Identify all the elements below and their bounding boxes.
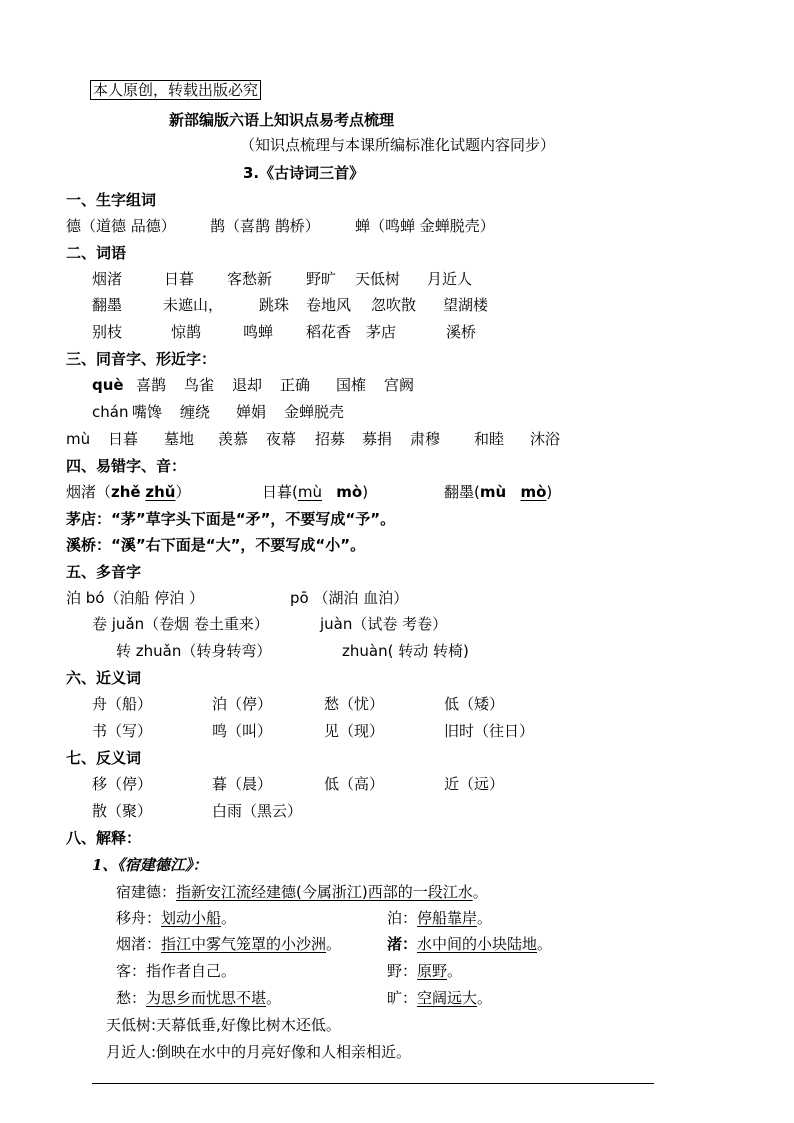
homophone-word: 沐浴 <box>530 430 561 448</box>
vocab-word: 鸣蝉 <box>243 323 274 341</box>
poem-subheading: 1、《宿建德江》： <box>92 856 208 874</box>
section-heading-1: 一、生字组词 <box>66 191 157 209</box>
word-group: 蝉（鸣蝉 金蝉脱壳） <box>355 217 495 235</box>
synonym-pair: 愁（忧） <box>324 695 385 713</box>
vocab-word: 月近人 <box>427 270 473 288</box>
vocab-word: 茅店 <box>366 323 397 341</box>
error-item-yanzhu: 烟渚（zhě zhǔ） <box>66 483 191 501</box>
vocab-word: 跳珠 <box>259 296 290 314</box>
vocab-word: 日暮 <box>164 270 195 288</box>
homophone-word: 和睦 <box>474 430 505 448</box>
explanation-item: 渚：水中间的小块陆地。 <box>387 935 553 953</box>
section-heading-7: 七、反义词 <box>66 749 142 767</box>
synonym-pair: 舟（船） <box>92 695 153 713</box>
doc-subtitle: （知识点梳理与本课所编标准化试题内容同步） <box>240 136 556 154</box>
antonym-pair: 移（停） <box>92 775 153 793</box>
vocab-word: 卷地风 <box>306 296 352 314</box>
polyphone-reading: zhuàn( 转动 转椅) <box>342 642 469 660</box>
synonym-pair: 见（现） <box>324 722 385 740</box>
homophone-word: 肃穆 <box>410 430 441 448</box>
explanation-item: 天低树:天幕低垂,好像比树木还低。 <box>106 1016 341 1034</box>
spelling-rule: 茅店：“茅”草字头下面是“矛”，不要写成“予”。 <box>66 510 396 528</box>
synonym-pair: 书（写） <box>92 722 153 740</box>
word-group: 鹊（喜鹊 鹊桥） <box>210 217 320 235</box>
footer-divider <box>92 1083 654 1084</box>
antonym-pair: 近（远） <box>444 775 505 793</box>
vocab-word: 溪桥 <box>446 323 477 341</box>
homophone-word: 日暮 <box>108 430 139 448</box>
section-heading-6: 六、近义词 <box>66 669 142 687</box>
vocab-word: 别枝 <box>92 323 123 341</box>
explanation-item: 移舟：划动小船。 <box>116 909 237 927</box>
vocab-word: 翻墨 <box>92 296 123 314</box>
section-heading-2: 二、词语 <box>66 244 127 262</box>
vocab-word: 未遮山， <box>163 296 224 314</box>
antonym-pair: 暮（晨） <box>212 775 273 793</box>
lesson-title: 3.《古诗词三首》 <box>243 164 365 182</box>
homophone-word: 招募 <box>315 430 346 448</box>
error-item-fanmo: 翻墨(mù mò) <box>444 483 553 501</box>
polyphone-reading: pō （湖泊 血泊） <box>290 589 409 607</box>
vocab-word: 稻花香 <box>306 323 352 341</box>
antonym-pair: 低（高） <box>324 775 385 793</box>
spelling-rule: 溪桥：“溪”右下面是“大”，不要写成“小”。 <box>66 536 366 554</box>
homophone-word: 夜幕 <box>266 430 297 448</box>
vocab-word: 惊鹊 <box>171 323 202 341</box>
homophone-word: 鸟雀 <box>184 376 215 394</box>
section-heading-8: 八、解释： <box>66 829 142 847</box>
error-item-rimu: 日暮(mù mò) <box>262 483 369 501</box>
copyright-notice: 本人原创，转载出版必究 <box>90 80 261 100</box>
homophone-word: 羡慕 <box>218 430 249 448</box>
homophone-word: 募捐 <box>362 430 393 448</box>
word-group: 德（道德 品德） <box>66 217 176 235</box>
vocab-word: 野旷 <box>306 270 337 288</box>
polyphone-reading: 卷 juǎn（卷烟 卷土重来） <box>92 615 269 633</box>
homophone-word: 金蝉脱壳 <box>284 403 345 421</box>
explanation-item: 愁：为思乡而忧思不堪。 <box>116 989 282 1007</box>
synonym-pair: 泊（停） <box>212 695 273 713</box>
explanation-item: 月近人:倒映在水中的月亮好像和人相亲相近。 <box>106 1043 412 1061</box>
explanation-item: 客：指作者自己。 <box>116 962 237 980</box>
polyphone-reading: 泊 bó（泊船 停泊 ） <box>66 589 205 607</box>
synonym-pair: 旧时（往日） <box>444 722 535 740</box>
homophone-word: 国榷 <box>336 376 367 394</box>
antonym-pair: 散（聚） <box>92 802 153 820</box>
homophone-word: 墓地 <box>164 430 195 448</box>
polyphone-reading: 转 zhuǎn（转身转弯） <box>116 642 272 660</box>
pinyin: mù <box>66 430 91 448</box>
polyphone-reading: juàn（试卷 考卷） <box>320 615 448 633</box>
section-heading-4: 四、易错字、音： <box>66 457 187 475</box>
section-heading-5: 五、多音字 <box>66 563 142 581</box>
vocab-word: 烟渚 <box>92 270 123 288</box>
pinyin: què <box>92 376 124 394</box>
explanation-item: 泊：停船靠岸。 <box>387 909 493 927</box>
explanation-item: 野：原野。 <box>387 962 463 980</box>
synonym-pair: 低（矮） <box>444 695 505 713</box>
vocab-word: 忽吹散 <box>371 296 417 314</box>
explanation-item: 旷：空阔远大。 <box>387 989 493 1007</box>
homophone-word: 婵娟 <box>236 403 267 421</box>
homophone-word: 退却 <box>232 376 263 394</box>
vocab-word: 望湖楼 <box>443 296 489 314</box>
homophone-word: 缠绕 <box>180 403 211 421</box>
section-heading-3: 三、同音字、形近字： <box>66 350 217 368</box>
explanation-item: 烟渚：指江中雾气笼罩的小沙洲。 <box>116 935 342 953</box>
doc-title: 新部编版六语上知识点易考点梳理 <box>169 111 395 129</box>
synonym-pair: 鸣（叫） <box>212 722 273 740</box>
explanation-item: 宿建德：指新安江流经建德(今属浙江)西部的一段江水。 <box>116 883 488 901</box>
antonym-pair: 白雨（黑云） <box>212 802 303 820</box>
homophone-word: 宫阙 <box>384 376 415 394</box>
homophone-word: 正确 <box>280 376 311 394</box>
pinyin: chán <box>92 403 129 421</box>
homophone-word: 喜鹊 <box>136 376 167 394</box>
vocab-word: 天低树 <box>355 270 401 288</box>
homophone-word: 嘴馋 <box>132 403 163 421</box>
vocab-word: 客愁新 <box>227 270 273 288</box>
